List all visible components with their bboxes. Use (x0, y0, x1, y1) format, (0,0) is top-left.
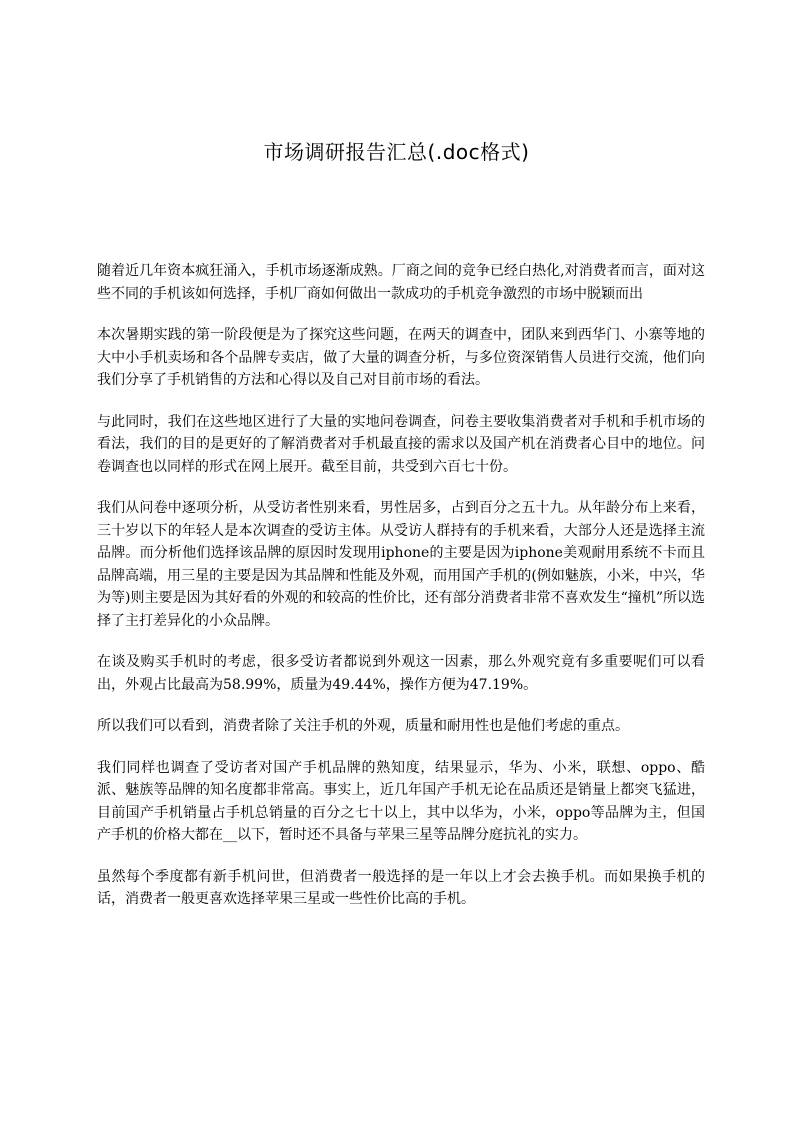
paragraph-conclusion: 所以我们可以看到，消费者除了关注手机的外观，质量和耐用性也是他们考虑的重点。 (97, 718, 629, 734)
paragraph-analysis: 我们从问卷中逐项分析，从受访者性别来看，男性居多，占到百分之五十九。从年龄分布上来看，三十岁以下的年轻人是本次调查的受访主体。从受访人群持有的手机来看，大部分人还是选择主流品牌。而分析他们选择该品牌的原因时发现用iphone的主要是因为iphone美观耐用系统不卡而且品牌高端，用三星的主要是因为其品牌和性能及外观，而用国产手机的(例如魅族，小米，中兴，华为等)则主要是因为其好看的外观的和较高的性价比，还有部分消费者非常不喜欢发生“撞机”所以选择了主打差异化的小众品牌。 (97, 500, 705, 629)
paragraph-intro: 随着近几年资本疯狂涌入，手机市场逐渐成熟。厂商之间的竞争已经白热化,对消费者而言，面对这些不同的手机该如何选择，手机厂商如何做出一款成功的手机竞争激烈的市场中脱颖而出 (97, 263, 705, 302)
document-title: 市场调研报告汇总(.doc格式) (263, 140, 530, 164)
paragraph-practice: 本次暑期实践的第一阶段便是为了探究这些问题，在两天的调查中，团队来到西华门、小寨等地的大中小手机卖场和各个品牌专卖店，做了大量的调查分析，与多位资深销售人员进行交流，他们向我们分享了手机销售的方法和心得以及自己对目前市场的看法。 (97, 327, 705, 388)
paragraph-survey: 与此同时，我们在这些地区进行了大量的实地问卷调查，问卷主要收集消费者对手机和手机市场的看法，我们的目的是更好的了解消费者对手机最直接的需求以及国产机在消费者心目中的地位。问卷调查也以同样的形式在网上展开。截至目前，共受到六百七十份。 (97, 413, 705, 475)
document-body (97, 260, 705, 930)
paragraph-domestic-brands: 我们同样也调查了受访者对国产手机品牌的熟知度，结果显示，华为、小米，联想、oppo、酷派、魅族等品牌的知名度都非常高。事实上，近几年国产手机无论在品质还是销量上都突飞猛进，目前国产手机销量占手机总销量的百分之七十以上，其中以华为，小米，oppo等品牌为主，但国产手机的价格大都在__以下，暂时还不具备与苹果三星等品牌分庭抗礼的实力。 (97, 759, 705, 843)
paragraph-factors: 在谈及购买手机时的考虑，很多受访者都说到外观这一因素，那么外观究竟有多重要呢们可以看出，外观占比最高为58.99%，质量为49.44%，操作方便为47.19%。 (97, 654, 705, 693)
paragraph-replacement: 虽然每个季度都有新手机问世，但消费者一般选择的是一年以上才会去换手机。而如果换手机的话，消费者一般更喜欢选择苹果三星或一些性价比高的手机。 (97, 868, 705, 907)
